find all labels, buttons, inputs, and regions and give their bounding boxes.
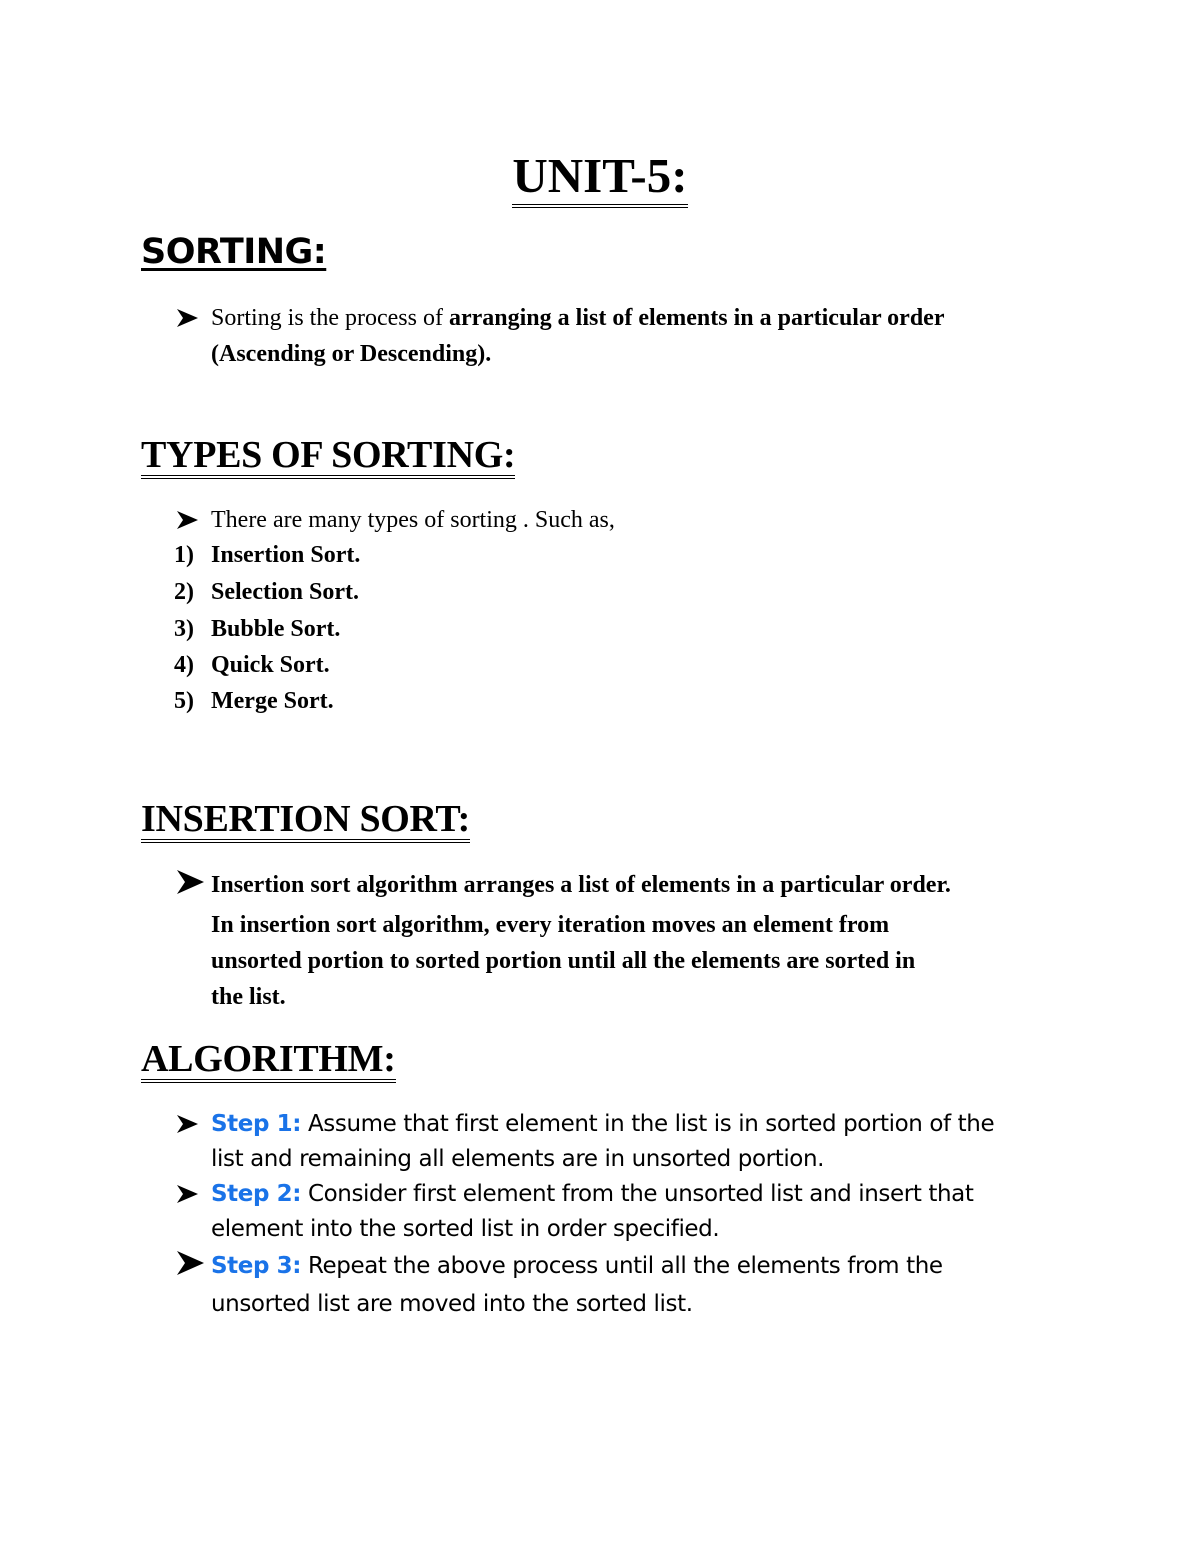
step-label: Step 2: (211, 1181, 302, 1207)
algorithm-step-line2: element into the sorted list in order specified. (211, 1216, 720, 1242)
algorithm-heading: ALGORITHM: (141, 1036, 396, 1083)
sorting-definition-bold: arranging a list of elements in a particular order (448, 305, 945, 331)
arrowhead-bullet-icon (174, 300, 204, 336)
algorithm-step-line2: list and remaining all elements are in unsorted portion. (211, 1146, 825, 1172)
document-page: UNIT-5: SORTING: Sorting is the process of arranging a list of elements in a particular order (Ascending or Descending). TYPES OF SORTING: There are many types of sorting . Such as, 1) Insertion Sort. 2) Selection Sort. 3) Bubble Sort. 4) Quick Sort. 5) Merge Sort. INSERTION SORT: Insertion sort algorithm arranges a list of elements in a particular order. In insertion sort algorithm, every iteration moves an element from unsorted portion to sorted portion until all the elements are sorted in the list. ALGORITHM: Step 1: Assume that first element in the list is in sorted portion of the list and remaining all elements are in unsorted portion. Step 2: Consider first element from the unsorted list and insert that element into the sorted list in order specified. Step 3: Repeat the above process until all the elements from the unsorted list are moved into the sorted list. (0, 0, 1200, 1553)
arrowhead-bullet-icon (174, 867, 204, 903)
insertion-heading: INSERTION SORT: (141, 796, 470, 843)
sorting-definition-prefix: Sorting is the process of (211, 305, 449, 331)
arrowhead-bullet-icon (174, 1176, 204, 1212)
arrowhead-bullet-icon (174, 1106, 204, 1142)
sorting-heading: SORTING: (141, 232, 327, 272)
arrowhead-bullet-icon (174, 1248, 204, 1284)
step-label: Step 1: (211, 1111, 302, 1137)
insertion-description-line: the list. (211, 984, 286, 1010)
sorting-definition-line2: (Ascending or Descending). (211, 341, 492, 367)
insertion-description-line: unsorted portion to sorted portion until all the elements are sorted in (211, 948, 916, 974)
insertion-description-line: In insertion sort algorithm, every iteration moves an element from (211, 912, 890, 938)
types-heading: TYPES OF SORTING: (141, 432, 515, 479)
step-label: Step 3: (211, 1253, 302, 1279)
algorithm-step-line2: unsorted list are moved into the sorted list. (211, 1291, 693, 1317)
page-title: UNIT-5: (0, 146, 1200, 208)
arrowhead-bullet-icon (174, 502, 204, 538)
